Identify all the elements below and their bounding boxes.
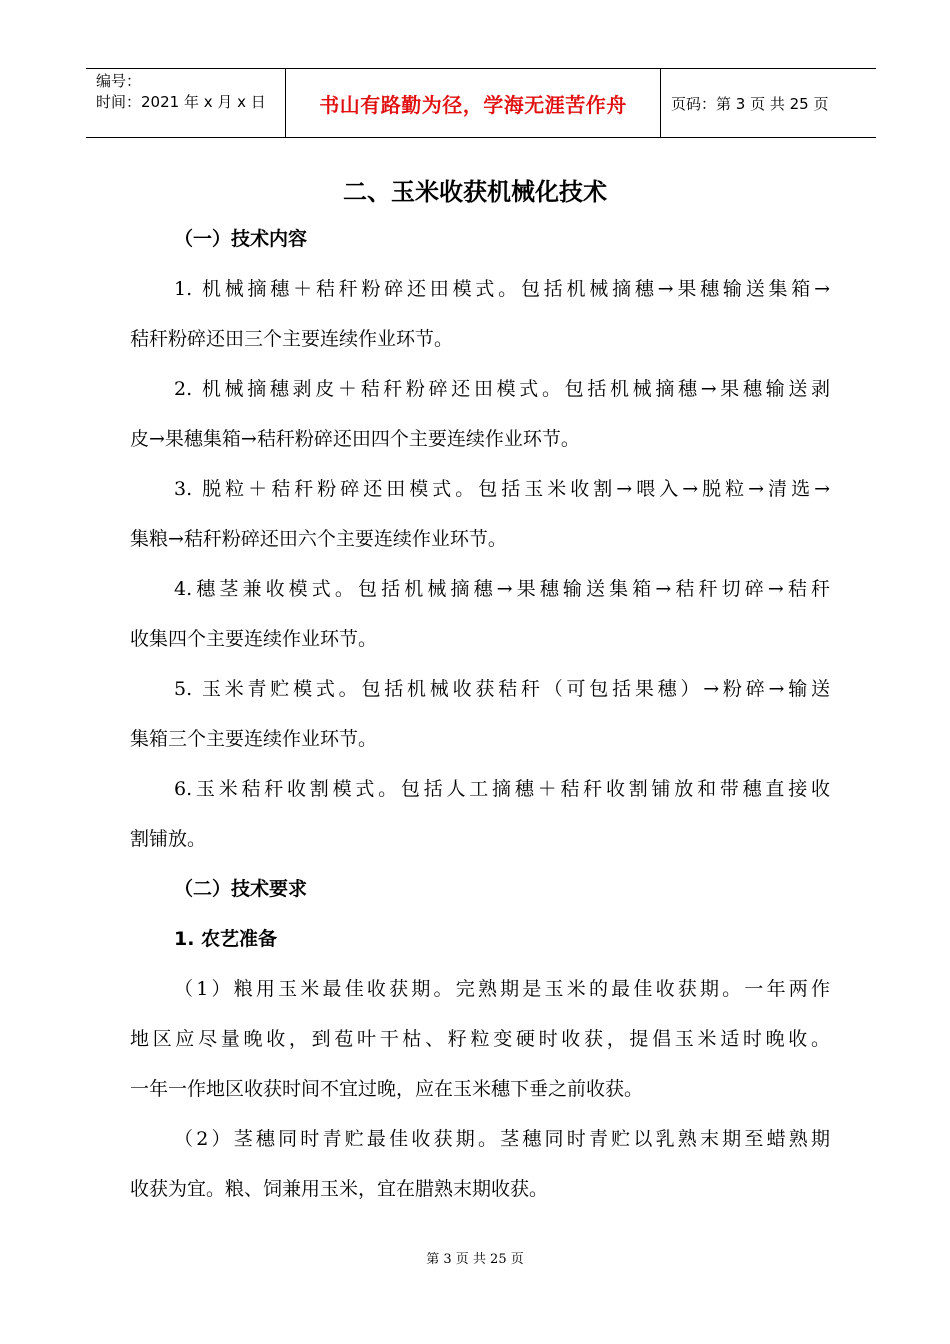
document-code-label: 编号： (96, 72, 142, 90)
paragraph-1-line-1: 1. 机械摘穗＋秸秆粉碎还田模式。包括机械摘穗→果穗输送集箱→ (174, 278, 830, 300)
header-motto: 书山有路勤为径，学海无涯苦作舟 (286, 69, 661, 137)
section-heading-tech-requirements: （二）技术要求 (174, 878, 308, 900)
paragraph-6-line-2: 割铺放。 (130, 828, 207, 850)
paragraph-2-line-1: 2. 机械摘穗剥皮＋秸秆粉碎还田模式。包括机械摘穗→果穗输送剥 (174, 378, 830, 400)
paragraph-7-line-1: （1）粮用玉米最佳收获期。完熟期是玉米的最佳收获期。一年两作 (174, 978, 830, 1000)
paragraph-3-line-1: 3. 脱粒＋秸秆粉碎还田模式。包括玉米收割→喂入→脱粒→清选→ (174, 478, 830, 500)
section-heading-tech-content: （一）技术内容 (174, 228, 308, 250)
document-date: 时间：2021 年 x 月 x 日 (96, 93, 266, 111)
header-left-cell (86, 69, 286, 137)
header-table (86, 68, 876, 138)
paragraph-4-line-1: 4.穗茎兼收模式。包括机械摘穗→果穗输送集箱→秸秆切碎→秸秆 (174, 578, 830, 600)
paragraph-8-line-2: 收获为宜。粮、饲兼用玉米，宜在腊熟末期收获。 (130, 1178, 549, 1200)
paragraph-7-line-3: 一年一作地区收获时间不宜过晚，应在玉米穗下垂之前收获。 (130, 1078, 644, 1100)
paragraph-4-line-2: 收集四个主要连续作业环节。 (130, 628, 378, 650)
document-title: 二、玉米收获机械化技术 (343, 178, 607, 206)
header-page-number: 页码：第 3 页 共 25 页 (671, 94, 829, 113)
paragraph-7-line-2: 地区应尽量晚收，到苞叶干枯、籽粒变硬时收获，提倡玉米适时晚收。 (130, 1028, 830, 1050)
paragraph-2-line-2: 皮→果穗集箱→秸秆粉碎还田四个主要连续作业环节。 (130, 428, 580, 450)
paragraph-1-line-2: 秸秆粉碎还田三个主要连续作业环节。 (130, 328, 454, 350)
sub-heading-agronomy-prep: 1. 农艺准备 (174, 928, 278, 950)
paragraph-6-line-1: 6.玉米秸秆收割模式。包括人工摘穗＋秸秆收割铺放和带穗直接收 (174, 778, 830, 800)
paragraph-8-line-1: （2）茎穗同时青贮最佳收获期。茎穗同时青贮以乳熟末期至蜡熟期 (174, 1128, 830, 1150)
page-footer: 第 3 页 共 25 页 (426, 1252, 524, 1267)
paragraph-5-line-2: 集箱三个主要连续作业环节。 (130, 728, 378, 750)
paragraph-3-line-2: 集粮→秸秆粉碎还田六个主要连续作业环节。 (130, 528, 507, 550)
paragraph-5-line-1: 5. 玉米青贮模式。包括机械收获秸秆（可包括果穗）→粉碎→输送 (174, 678, 830, 700)
